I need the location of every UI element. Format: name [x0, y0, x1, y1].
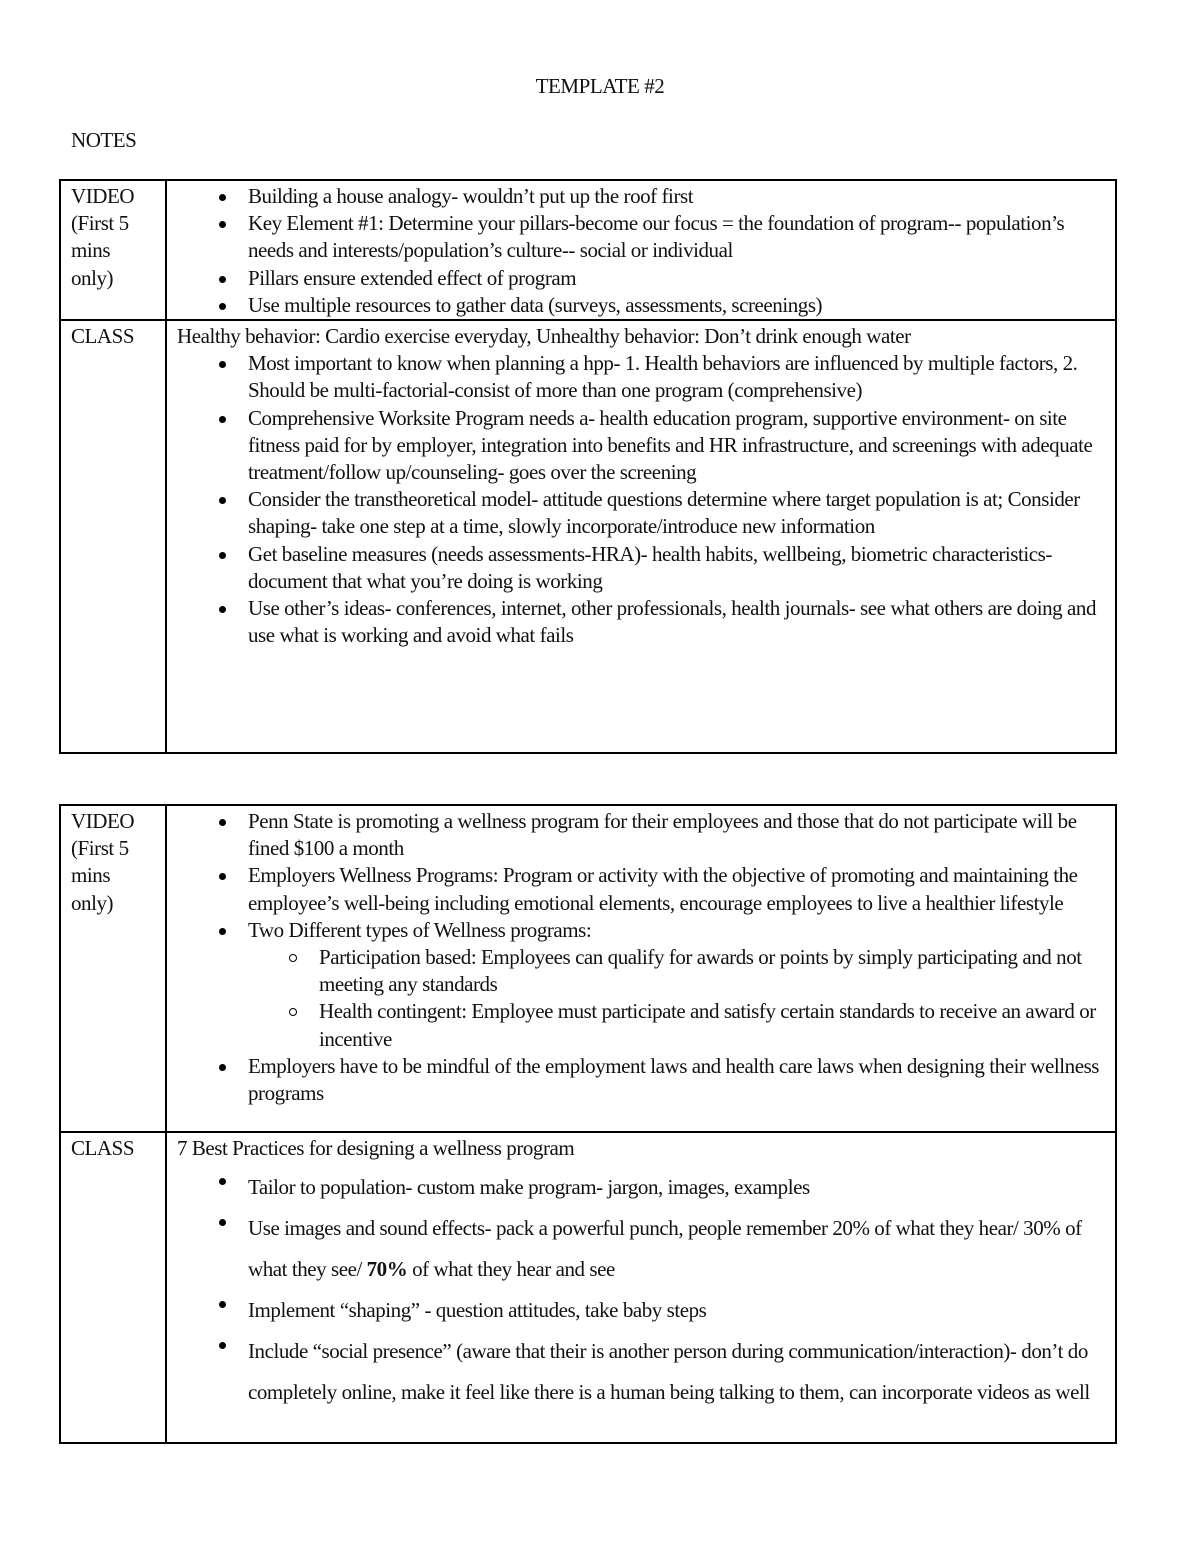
list-item: Tailor to population- custom make program- jargon, images, examples	[248, 1167, 1105, 1208]
emphasis-percent: 70%	[366, 1257, 408, 1281]
list-item: Use multiple resources to gather data (surveys, assessments, screenings)	[248, 292, 1105, 319]
video-row	[60, 180, 1116, 320]
sub-bullet-list	[248, 944, 1105, 1053]
video-label: VIDEO (First 5 mins only)	[60, 180, 166, 320]
class-label: CLASS	[60, 320, 166, 753]
list-item: Key Element #1: Determine your pillars-become our focus = the foundation of program-- population’s needs and interests/population’s culture-- social or individual	[248, 210, 1105, 264]
list-item: Get baseline measures (needs assessments-HRA)- health habits, wellbeing, biometric characteristics- document that what you’re doing is working	[248, 541, 1105, 595]
class-label: CLASS	[60, 1132, 166, 1443]
class-notes	[166, 320, 1116, 753]
list-item: Implement “shaping” - question attitudes, take baby steps	[248, 1290, 1105, 1331]
document-title: TEMPLATE #2	[535, 74, 665, 98]
notes-heading: NOTES	[71, 128, 137, 152]
notes-table-2	[59, 804, 1117, 1444]
class-intro: 7 Best Practices for designing a wellness program	[177, 1136, 575, 1160]
video-notes	[166, 805, 1116, 1132]
video-notes	[166, 180, 1116, 320]
list-item-text: Two Different types of Wellness programs:	[248, 917, 592, 942]
class-bullet-list	[177, 350, 1105, 649]
video-bullet-list	[177, 808, 1105, 1107]
class-bullet-list	[177, 1167, 1105, 1413]
list-item-text: Use images and sound effects- pack a powerful punch, people remember 20% of what they hear/ 30% of what they see/	[248, 1216, 1082, 1281]
video-bullet-list	[177, 183, 1105, 319]
list-item	[248, 917, 1105, 1053]
notes-table-1	[59, 179, 1117, 754]
list-item: Penn State is promoting a wellness program for their employees and those that do not participate will be fined $100 a month	[248, 808, 1105, 862]
list-item: Employers Wellness Programs: Program or activity with the objective of promoting and maintaining the employee’s well-being including emotional elements, encourage employees to live a healthier lifestyle	[248, 862, 1105, 916]
list-item: Employers have to be mindful of the employment laws and health care laws when designing their wellness programs	[248, 1053, 1105, 1107]
sub-list-item: Participation based: Employees can qualify for awards or points by simply participating and not meeting any standards	[319, 944, 1105, 998]
list-item: Include “social presence” (aware that their is another person during communication/interaction)- don’t do completely online, make it feel like there is a human being talking to them, can incorporate videos as well	[248, 1331, 1105, 1413]
sub-list-item: Health contingent: Employee must participate and satisfy certain standards to receive an award or incentive	[319, 998, 1105, 1052]
list-item: Use other’s ideas- conferences, internet, other professionals, health journals- see what others are doing and use what is working and avoid what fails	[248, 595, 1105, 649]
list-item: Comprehensive Worksite Program needs a- health education program, supportive environment- on site fitness paid for by employer, integration into benefits and HR infrastructure, and screenings with adequate treatment/follow up/counseling- goes over the screening	[248, 405, 1105, 487]
list-item: Consider the transtheoretical model- attitude questions determine where target population is at; Consider shaping- take one step at a time, slowly incorporate/introduce new information	[248, 486, 1105, 540]
list-item: Building a house analogy- wouldn’t put up the roof first	[248, 183, 1105, 210]
list-item: Pillars ensure extended effect of program	[248, 265, 1105, 292]
class-intro: Healthy behavior: Cardio exercise everyday, Unhealthy behavior: Don’t drink enough water	[177, 324, 911, 349]
list-item	[248, 1208, 1105, 1290]
list-item: Most important to know when planning a hpp- 1. Health behaviors are influenced by multiple factors, 2. Should be multi-factorial-consist of more than one program (comprehensive)	[248, 350, 1105, 404]
video-row	[60, 805, 1116, 1132]
class-row	[60, 1132, 1116, 1443]
class-row	[60, 320, 1116, 753]
video-label: VIDEO (First 5 mins only)	[60, 805, 166, 1132]
class-notes	[166, 1132, 1116, 1443]
list-item-text: of what they hear and see	[407, 1257, 615, 1281]
